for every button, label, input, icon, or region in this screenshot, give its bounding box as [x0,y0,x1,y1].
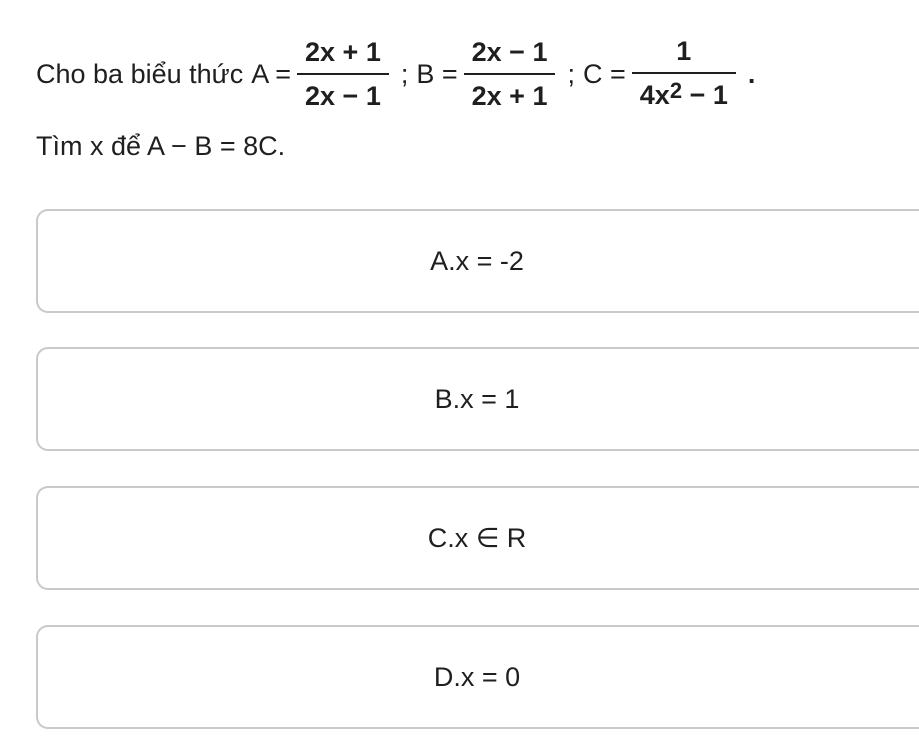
separator-2: ; [567,58,575,89]
question-line-1 [36,26,906,122]
fraction-a-numerator: 2x + 1 [305,37,381,67]
fraction-c-den-base: 4x [639,80,670,110]
expression-b-label: B = [416,58,458,89]
fraction-c [632,34,736,114]
separator-1: ; [400,58,409,89]
answer-option-a-text: A.x = -2 [430,245,524,276]
question-line-2: Tìm x để A − B = 8C. [36,130,286,161]
question-end-period: . [747,58,756,89]
fraction-b-numerator: 2x − 1 [471,37,548,67]
fraction-a [297,35,389,113]
fraction-c-denominator [632,74,736,114]
fraction-c-den-rest: − 1 [682,80,728,110]
answer-option-c-text: C.x ∈ R [427,522,527,553]
answer-option-b-text: B.x = 1 [434,383,520,414]
fraction-a-denominator: 2x − 1 [305,81,381,111]
fraction-c-den-exponent: 2 [669,78,683,103]
fraction-c-numerator: 1 [676,36,692,66]
answer-option-b[interactable] [36,347,919,451]
answer-option-d-text: D.x = 0 [433,661,521,692]
fraction-b-denominator: 2x + 1 [471,81,548,111]
expression-c-label: C = [582,58,626,89]
answer-option-a[interactable] [36,209,919,313]
question-intro: Cho ba biểu thức [36,58,244,89]
fraction-b [464,35,556,113]
question-text [36,26,906,166]
answer-option-c[interactable] [36,486,919,590]
expression-a-label: A = [251,58,292,89]
answer-option-d[interactable] [36,625,919,729]
